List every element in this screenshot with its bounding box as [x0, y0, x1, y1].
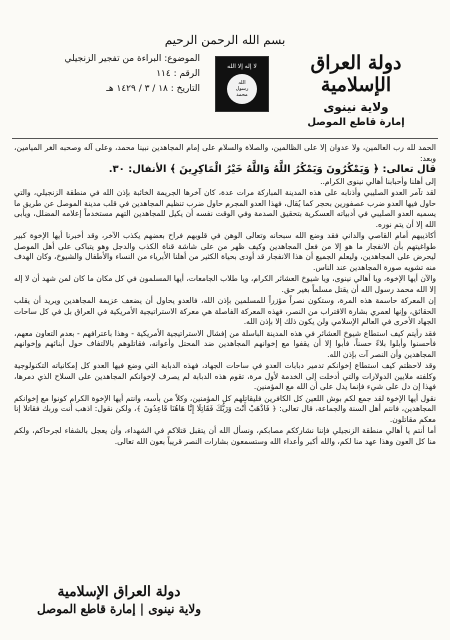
address-line: إلى أهلنا وأحبابنا أهالي نينوى الكرام..	[320, 176, 436, 186]
body-paragraph: والآن أيها الإخوة، ويا أهالي نينوى، ويا شيوخ العشائر الكرام، ويا طلاب الجامعات، أيها المسلمون في كل مكان ما كان لمن شهد أن لا إله إلا الله محمد رسول الله أن يقتل مسلماً بغير حق.	[14, 274, 436, 294]
seal-line-2: رسول	[235, 86, 249, 92]
date-line: التاريخ : ١٨ / ٣ / ١٤٢٩ هـ	[106, 84, 200, 94]
header-divider	[12, 138, 438, 139]
emara-name: إمارة قاطع الموصل	[307, 117, 405, 128]
body-paragraph: أكاذيبهم أمام القاصي والداني فقد وضع الله سبحانه وتعالى الوهن في قلوبهم فراح بعضهم يكذب الآخر، وقد أخبرنا أيها الإخوة كبير طواغيتهم بأن الانفجار ما هو إلا من فعل المجاهدين وكيف ظهر من على شاشة قناة الكذب والدجل وهو يتباكى على أهل الموصل ليحرض على المجاهدين، وليعلم الجميع أن هذا الانفجار قد أودى بحياة الكثير من أهلنا الأبرياء من النساء والأطفال والشيوخ، وكان الهدف منه تشويه صورة المجاهدين عند الناس.	[14, 231, 436, 272]
signature-wilaya: ولاية نينوى | إمارة قاطع الموصل	[36, 602, 202, 616]
wilaya-name: ولاية نينوى	[323, 100, 389, 114]
flag-seal	[227, 74, 257, 104]
issuer-header	[276, 52, 436, 128]
body-paragraph: لقد تآمر العدو الصليبي وأذنابه على هذه المدينة المباركة مرات عدة، كان آخرها الجريمة الخائبة بإذن الله في منطقة الزنجيلي، والتي حاول فيها العدو ضرب عصفورين بحجر كما يُقال، فهذا العدو المجرم حاول ضرب تنظيم المجاهدين في قلب مدينة الموصل عن طريق ما يسميه العدو الصليبي في أدبياته العسكرية بتحقيق الصدمة وفي الوقت نفسه أن يكيل للمجاهدين التهم مستخدماً إعلامه المضلل، ويأبى الله إلا أن يتم نوره.	[14, 188, 436, 229]
statement-body	[14, 143, 436, 448]
body-paragraph: وقد لاحظتم كيف استطاع إخوانكم تدمير دبابات العدو في ساحات الجهاد، فهذه الدبابة التي وضع فيها العدو كل إمكانياته التكنولوجية وكلفته ملايين الدولارات والتي أدخلت إلى الخدمة لأول مرة، تقوم هذه الدبابة لم يصرف لإخوانكم المجاهدين على السلاح الذي دمرها، فهذا إن دل على شيء فإنما يدل على أن الله مع المؤمنين.	[14, 361, 436, 391]
quran-verse: قال تعالى: ﴿ وَيَمْكُرُونَ وَيَمْكُرُ اللَّهُ وَاللَّهُ خَيْرُ الْمَاكِرِينَ ﴾ الأنفال: ٣٠.	[108, 164, 436, 175]
document-meta	[40, 52, 200, 97]
body-paragraph: فقد رأيتم كيف استطاع شيوخ العشائر في هذه المدينة الباسلة من إفشال الاستراتيجية الأمريكية - وهذا باعترافهم - بعدم التعاون معهم، فأحسنوا وأبلوا بلاءً حسناً، فأبوا إلا أن يقفوا مع إخوانهم المجاهدين ضد المحتل وأعوانه، فقاتلوهم بالالتفاف حول أبنائهم وإخوانهم المجاهدين وأن النصر آت بإذن الله.	[14, 328, 436, 359]
seal-line-1: الله	[238, 80, 246, 86]
body-paragraph: أما أنتم يا أهالي منطقة الزنجيلي فإننا نشارككم مصابكم، ونسأل الله أن يتقبل قتلاكم في الشهداء، وأن يعجل بالشفاء لجرحاكم، ولكم منا كل العون وهذا عهد منا لكم، والله أكبر وأعداء الله وستسمعون بشارات النصر قريباً بعون الله تعالى.	[14, 426, 436, 446]
number-line: الرقم : ١١٤	[156, 69, 200, 79]
basmala: بسم الله الرحمن الرحيم	[164, 33, 286, 47]
signature-block	[34, 584, 204, 616]
opening-paragraph: الحمد لله رب العالمين، ولا عدوان إلا على الظالمين، والصلاة والسلام على إمام المجاهدين نبينا محمد، وعلى آله وصحبه الغر الميامين، وبعد:	[14, 143, 436, 163]
body-paragraph: إن المعركة حاسمة هذه المرة، وستكون نصراً مؤزراً للمسلمين بإذن الله، فالعدو يحاول أن يضعف عزيمة المجاهدين ويريد أن يقلب الحقائق، وإنها لعمري بشارة الاقتراب من النصر، فهذه المعركة الفاصلة هي معركة الاستراتيجية الأمريكية في العراق بل في كل ساحات الجهاد الأخرى في العالم الإسلامي ولن يكون ذلك إلا بإذن الله.	[14, 296, 436, 326]
signature-state: دولة العراق الإسلامية	[57, 584, 181, 600]
body-paragraph: نقول أيها الإخوة لقد جمع لكم بوش اللعين كل الكافرين فليقاتلهم كل المؤمنين، وكلاً من بأسه، وانتم أيها الإخوة الكرام كونوا مع إخوانكم المجاهدين، فانتم أهل السنة والجماعة، قال تعالى: ﴿ فَاذْهَبْ أَنْتَ وَرَبُّكَ فَقَاتِلَا إِنَّا هَاهُنَا قَاعِدُونَ ﴾، ولكن نقول: اذهب أنت وربك فقاتلا إنا معكم مقاتلون.	[14, 393, 436, 424]
flag-shahada-text: لا إله إلا الله	[227, 63, 257, 70]
subject-line: الموضوع: البراءة من تفجير الزنجيلي	[64, 54, 200, 64]
black-flag-emblem	[215, 56, 269, 112]
state-name: دولة العراق الإسلامية	[310, 52, 402, 96]
seal-line-3: محمد	[236, 92, 248, 98]
